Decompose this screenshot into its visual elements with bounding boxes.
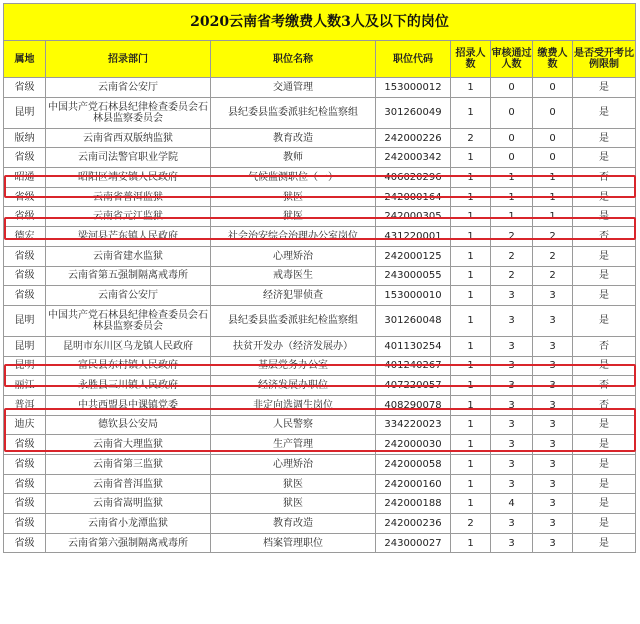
cell-region: 昆明 — [4, 97, 46, 128]
table-title: 2020云南省考缴费人数3人及以下的岗位 — [3, 3, 636, 40]
cell-ratio-limit: 否 — [573, 395, 636, 415]
header-paid: 缴费人数 — [533, 41, 573, 78]
cell-position: 心理矫治 — [211, 455, 376, 475]
cell-quota: 1 — [451, 356, 491, 376]
cell-quota: 1 — [451, 286, 491, 306]
cell-quota: 1 — [451, 395, 491, 415]
table-row — [4, 455, 636, 475]
cell-position: 县纪委县监委派驻纪检监察组 — [211, 305, 376, 336]
cell-region: 省级 — [4, 78, 46, 98]
cell-ratio-limit: 是 — [573, 266, 636, 286]
cell-code: 243000055 — [376, 266, 451, 286]
cell-quota: 1 — [451, 474, 491, 494]
cell-ratio-limit: 否 — [573, 227, 636, 247]
cell-position: 狱医 — [211, 187, 376, 207]
cell-region: 迪庆 — [4, 415, 46, 435]
cell-department: 中共西盟县中课镇党委 — [46, 395, 211, 415]
table-row — [4, 97, 636, 128]
header-department: 招录部门 — [46, 41, 211, 78]
cell-code: 242000236 — [376, 514, 451, 534]
cell-code: 242000030 — [376, 435, 451, 455]
cell-quota: 1 — [451, 227, 491, 247]
cell-ratio-limit: 是 — [573, 305, 636, 336]
cell-ratio-limit: 是 — [573, 78, 636, 98]
cell-ratio-limit: 否 — [573, 376, 636, 396]
cell-department: 云南省普洱监狱 — [46, 474, 211, 494]
cell-paid: 2 — [533, 227, 573, 247]
table-row — [4, 207, 636, 227]
cell-department: 德钦县公安局 — [46, 415, 211, 435]
cell-position: 生产管理 — [211, 435, 376, 455]
cell-paid: 3 — [533, 455, 573, 475]
cell-ratio-limit: 是 — [573, 148, 636, 168]
cell-code: 242000125 — [376, 246, 451, 266]
cell-code: 242000188 — [376, 494, 451, 514]
cell-approved: 0 — [491, 128, 533, 148]
cell-paid: 2 — [533, 266, 573, 286]
cell-ratio-limit: 是 — [573, 207, 636, 227]
header-ratio-limit: 是否受开考比例限制 — [573, 41, 636, 78]
cell-approved: 3 — [491, 395, 533, 415]
cell-code: 407220057 — [376, 376, 451, 396]
cell-region: 省级 — [4, 207, 46, 227]
cell-position: 社会治安综合治理办公室岗位 — [211, 227, 376, 247]
table-row — [4, 376, 636, 396]
cell-code: 242000226 — [376, 128, 451, 148]
cell-code: 243000027 — [376, 533, 451, 553]
cell-paid: 0 — [533, 97, 573, 128]
cell-department: 云南省小龙潭监狱 — [46, 514, 211, 534]
cell-code: 301260048 — [376, 305, 451, 336]
cell-code: 242000058 — [376, 455, 451, 475]
cell-department: 中国共产党石林县纪律检查委员会石林县监察委员会 — [46, 97, 211, 128]
table-row — [4, 246, 636, 266]
cell-approved: 0 — [491, 148, 533, 168]
cell-region: 普洱 — [4, 395, 46, 415]
cell-region: 省级 — [4, 514, 46, 534]
cell-quota: 1 — [451, 266, 491, 286]
cell-ratio-limit: 否 — [573, 336, 636, 356]
cell-approved: 3 — [491, 514, 533, 534]
cell-paid: 3 — [533, 415, 573, 435]
cell-ratio-limit: 是 — [573, 356, 636, 376]
cell-position: 狱医 — [211, 207, 376, 227]
cell-region: 昆明 — [4, 356, 46, 376]
cell-quota: 1 — [451, 305, 491, 336]
table-row — [4, 266, 636, 286]
cell-department: 云南省第五强制隔离戒毒所 — [46, 266, 211, 286]
cell-approved: 3 — [491, 336, 533, 356]
cell-paid: 3 — [533, 474, 573, 494]
cell-approved: 3 — [491, 435, 533, 455]
cell-quota: 1 — [451, 78, 491, 98]
cell-quota: 1 — [451, 207, 491, 227]
table-row — [4, 187, 636, 207]
cell-ratio-limit: 是 — [573, 435, 636, 455]
cell-code: 242000342 — [376, 148, 451, 168]
cell-paid: 3 — [533, 514, 573, 534]
table-row — [4, 78, 636, 98]
table-row — [4, 356, 636, 376]
cell-code: 153000010 — [376, 286, 451, 306]
cell-ratio-limit: 是 — [573, 494, 636, 514]
cell-position: 气候监测职位（一） — [211, 168, 376, 188]
cell-paid: 3 — [533, 336, 573, 356]
header-code: 职位代码 — [376, 41, 451, 78]
table-row — [4, 305, 636, 336]
cell-quota: 1 — [451, 494, 491, 514]
table-row — [4, 474, 636, 494]
cell-code: 431220001 — [376, 227, 451, 247]
cell-position: 基层党务办公室 — [211, 356, 376, 376]
cell-department: 云南省普洱监狱 — [46, 187, 211, 207]
cell-quota: 1 — [451, 148, 491, 168]
cell-position: 经济发展办职位 — [211, 376, 376, 396]
table-row — [4, 514, 636, 534]
cell-position: 交通管理 — [211, 78, 376, 98]
cell-department: 富民县东村镇人民政府 — [46, 356, 211, 376]
cell-department: 云南省建水监狱 — [46, 246, 211, 266]
cell-region: 省级 — [4, 286, 46, 306]
table-row — [4, 286, 636, 306]
cell-ratio-limit: 是 — [573, 533, 636, 553]
cell-quota: 2 — [451, 514, 491, 534]
cell-position: 心理矫治 — [211, 246, 376, 266]
cell-ratio-limit: 是 — [573, 286, 636, 306]
cell-ratio-limit: 是 — [573, 187, 636, 207]
cell-department: 云南省元江监狱 — [46, 207, 211, 227]
cell-quota: 1 — [451, 533, 491, 553]
cell-region: 省级 — [4, 533, 46, 553]
cell-paid: 1 — [533, 207, 573, 227]
cell-department: 永胜县三川镇人民政府 — [46, 376, 211, 396]
header-quota: 招录人数 — [451, 41, 491, 78]
positions-table — [3, 3, 636, 553]
cell-approved: 1 — [491, 207, 533, 227]
cell-paid: 3 — [533, 376, 573, 396]
cell-department: 中国共产党石林县纪律检查委员会石林县监察委员会 — [46, 305, 211, 336]
cell-department: 云南省大理监狱 — [46, 435, 211, 455]
cell-quota: 1 — [451, 168, 491, 188]
cell-position: 档案管理职位 — [211, 533, 376, 553]
cell-department: 云南省公安厅 — [46, 78, 211, 98]
cell-ratio-limit: 是 — [573, 246, 636, 266]
header-approved: 审核通过人数 — [491, 41, 533, 78]
cell-code: 242000164 — [376, 187, 451, 207]
cell-code: 401240267 — [376, 356, 451, 376]
cell-ratio-limit: 是 — [573, 128, 636, 148]
cell-approved: 2 — [491, 266, 533, 286]
cell-ratio-limit: 是 — [573, 474, 636, 494]
cell-paid: 1 — [533, 168, 573, 188]
cell-region: 德宏 — [4, 227, 46, 247]
cell-ratio-limit: 是 — [573, 97, 636, 128]
cell-region: 丽江 — [4, 376, 46, 396]
cell-region: 昆明 — [4, 305, 46, 336]
cell-code: 153000012 — [376, 78, 451, 98]
cell-quota: 2 — [451, 128, 491, 148]
cell-region: 省级 — [4, 494, 46, 514]
cell-position: 经济犯罪侦查 — [211, 286, 376, 306]
table-row — [4, 435, 636, 455]
cell-position: 县纪委县监委派驻纪检监察组 — [211, 97, 376, 128]
cell-position: 人民警察 — [211, 415, 376, 435]
cell-paid: 0 — [533, 128, 573, 148]
cell-quota: 1 — [451, 455, 491, 475]
cell-position: 非定向选调生岗位 — [211, 395, 376, 415]
cell-approved: 3 — [491, 455, 533, 475]
table-row — [4, 494, 636, 514]
cell-paid: 3 — [533, 435, 573, 455]
cell-approved: 3 — [491, 474, 533, 494]
cell-ratio-limit: 否 — [573, 168, 636, 188]
cell-approved: 0 — [491, 78, 533, 98]
cell-approved: 1 — [491, 168, 533, 188]
cell-quota: 1 — [451, 97, 491, 128]
cell-quota: 1 — [451, 435, 491, 455]
cell-position: 戒毒医生 — [211, 266, 376, 286]
cell-region: 昭通 — [4, 168, 46, 188]
cell-department: 云南省第六强制隔离戒毒所 — [46, 533, 211, 553]
header-position: 职位名称 — [211, 41, 376, 78]
cell-approved: 1 — [491, 187, 533, 207]
cell-paid: 1 — [533, 187, 573, 207]
cell-region: 省级 — [4, 246, 46, 266]
cell-approved: 3 — [491, 305, 533, 336]
cell-position: 狱医 — [211, 474, 376, 494]
cell-region: 昆明 — [4, 336, 46, 356]
cell-position: 教育改造 — [211, 128, 376, 148]
cell-ratio-limit: 是 — [573, 415, 636, 435]
cell-paid: 3 — [533, 356, 573, 376]
cell-code: 408290078 — [376, 395, 451, 415]
cell-region: 省级 — [4, 435, 46, 455]
cell-approved: 3 — [491, 533, 533, 553]
cell-approved: 3 — [491, 376, 533, 396]
cell-code: 301260049 — [376, 97, 451, 128]
cell-department: 云南省第三监狱 — [46, 455, 211, 475]
table-row — [4, 415, 636, 435]
cell-approved: 0 — [491, 97, 533, 128]
table-row — [4, 227, 636, 247]
cell-quota: 1 — [451, 187, 491, 207]
cell-quota: 1 — [451, 336, 491, 356]
table-row — [4, 168, 636, 188]
cell-region: 版纳 — [4, 128, 46, 148]
table-row — [4, 148, 636, 168]
cell-department: 梁河县芒东镇人民政府 — [46, 227, 211, 247]
cell-paid: 3 — [533, 533, 573, 553]
table-row — [4, 336, 636, 356]
cell-code: 334220023 — [376, 415, 451, 435]
cell-code: 242000305 — [376, 207, 451, 227]
sheet — [3, 3, 636, 553]
cell-region: 省级 — [4, 474, 46, 494]
cell-department: 云南省西双版纳监狱 — [46, 128, 211, 148]
cell-approved: 4 — [491, 494, 533, 514]
cell-approved: 2 — [491, 227, 533, 247]
cell-quota: 1 — [451, 246, 491, 266]
header-row — [4, 41, 636, 78]
cell-department: 云南省嵩明监狱 — [46, 494, 211, 514]
cell-ratio-limit: 是 — [573, 455, 636, 475]
cell-quota: 1 — [451, 376, 491, 396]
cell-region: 省级 — [4, 455, 46, 475]
cell-region: 省级 — [4, 187, 46, 207]
cell-code: 406020296 — [376, 168, 451, 188]
cell-paid: 0 — [533, 78, 573, 98]
cell-approved: 3 — [491, 415, 533, 435]
cell-quota: 1 — [451, 415, 491, 435]
cell-paid: 3 — [533, 286, 573, 306]
cell-paid: 3 — [533, 395, 573, 415]
cell-paid: 3 — [533, 494, 573, 514]
cell-department: 云南司法警官职业学院 — [46, 148, 211, 168]
cell-department: 昆明市东川区乌龙镇人民政府 — [46, 336, 211, 356]
cell-approved: 3 — [491, 286, 533, 306]
cell-department: 昭阳区靖安镇人民政府 — [46, 168, 211, 188]
cell-approved: 3 — [491, 356, 533, 376]
cell-region: 省级 — [4, 148, 46, 168]
cell-ratio-limit: 是 — [573, 514, 636, 534]
cell-code: 401130254 — [376, 336, 451, 356]
cell-paid: 0 — [533, 148, 573, 168]
cell-position: 狱医 — [211, 494, 376, 514]
cell-region: 省级 — [4, 266, 46, 286]
cell-approved: 2 — [491, 246, 533, 266]
table-row — [4, 533, 636, 553]
cell-paid: 2 — [533, 246, 573, 266]
table-row — [4, 128, 636, 148]
cell-paid: 3 — [533, 305, 573, 336]
cell-position: 教育改造 — [211, 514, 376, 534]
cell-department: 云南省公安厅 — [46, 286, 211, 306]
table-row — [4, 395, 636, 415]
cell-position: 扶贫开发办（经济发展办） — [211, 336, 376, 356]
cell-code: 242000160 — [376, 474, 451, 494]
cell-position: 教师 — [211, 148, 376, 168]
header-region: 属地 — [4, 41, 46, 78]
